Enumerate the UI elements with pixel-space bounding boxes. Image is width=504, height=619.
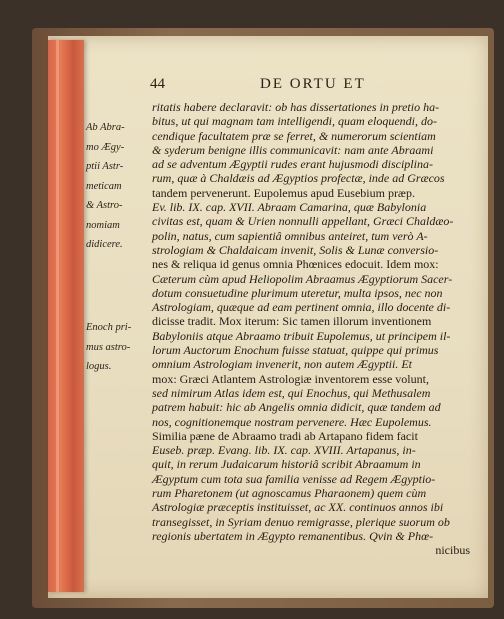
margin-line: nomiam (86, 219, 120, 231)
margin-line: logus. (86, 361, 112, 372)
text-line: strologiam & Chaldaicam invenit, Solis & Lunæ conversio- (152, 242, 439, 257)
text-line: dicisse tradit. Mox iterum: Sic tamen illorum inventionem (152, 314, 432, 329)
text-line: cendique facultatem præ se ferret, & numerorum scientiam (152, 128, 436, 143)
text-line: ritatis habere declaravit: ob has dissertationes in pretio ha- (152, 100, 440, 114)
red-page-edge (48, 40, 84, 592)
text-line: nes & reliqua id genus omnia Phœnices edocuit. Idem mox: (152, 257, 439, 272)
text-line: ad se adventum Ægyptii rudes erant hujusmodi disciplina- (152, 157, 433, 172)
margin-line: Ab Abra- (86, 122, 125, 133)
page-number: 44 (150, 76, 165, 92)
running-head: DE ORTU ET (260, 76, 366, 92)
margin-line: mo Ægy- (86, 141, 125, 153)
margin-line: Enoch pri- (86, 322, 132, 333)
text-line: Astrologiæ præceptis instituisset, ac XX. continuos annos ibi (152, 500, 444, 515)
text-line: quit, in rerum Judaicarum historiâ scribit Abraamum in (152, 457, 421, 472)
text-line: & syderum benigne illis communicavit: nam ante Abraami (152, 142, 434, 157)
text-line: transegisset, in Syriam denuo remigrasse, plerique suorum ob (152, 514, 450, 529)
text-line: patrem habuit: hic ab Angelis omnia didicit, quæ tandem ad (152, 400, 441, 415)
text-line: omnium Astrologiam invenerit, non autem Ægyptii. Et (152, 357, 412, 372)
text-line: rum, quæ à Chaldæis ad Ægyptios profectæ, inde ad Græcos (152, 171, 445, 186)
body-text (152, 100, 470, 558)
margin-line: meticam (86, 180, 122, 192)
text-line: Ægyptum cum tota sua familia venisse ad Regem Ægyptio- (152, 471, 436, 486)
margin-line: ptii Astr- (86, 161, 124, 172)
text-line: dotum consuetudine plurimum uteretur, multa ipsos, nec non (152, 285, 443, 300)
margin-line: & Astro- (86, 200, 123, 211)
text-line: tandem pervenerunt. Eupolemus apud Eusebium præp. (152, 185, 415, 200)
text-line: bitus, ut qui magnam tam intelligendi, quam eloquendi, do- (152, 114, 437, 129)
text-line: Ev. lib. IX. cap. XVII. Abraam Camarina, quæ Babylonia (152, 200, 427, 215)
text-line: Cæterum cùm apud Heliopolim Abraamus Ægyptiorum Sacer- (152, 271, 453, 286)
text-line: Astrologiam, quæque ad eam pertinent omnia, illo docente di- (152, 300, 451, 315)
margin-note-abraham (86, 118, 142, 255)
text-line: nos, cognitionemque nostram pervenere. Hæc Eupolemus. (152, 414, 432, 429)
text-line: civitas est, quam & Urien nonnulli appellant, Græci Chaldæo- (152, 214, 454, 229)
text-line: sed nimirum Atlas idem est, qui Enochus, qui Methusalem (152, 385, 431, 400)
margin-line: didicere. (86, 239, 123, 250)
text-line: polin, natus, cum sapientiâ omnibus anteiret, tum verò A- (152, 228, 428, 243)
text-line: Euseb. præp. Evang. lib. IX. cap. XVIII. Artapanus, in- (152, 443, 416, 458)
text-line: regionis ubertatem in Ægypto remanentibus. Qvin & Phœ- (152, 528, 434, 543)
text-line: Similia pæne de Abraamo tradi ab Artapano fidem facit (152, 428, 418, 443)
text-line: nicibus (435, 543, 470, 558)
text-line: Babyloniis atque Abraamo tribuit Eupolemus, ut principem il- (152, 328, 451, 343)
text-line: lorum Auctorum Enochum fuisse statuat, quippe qui primus (152, 343, 439, 358)
margin-note-enoch (86, 318, 142, 377)
margin-line: mus astro- (86, 341, 131, 353)
text-line: mox: Græci Atlantem Astrologiæ inventorem esse volunt, (152, 371, 429, 386)
page-header (140, 76, 460, 98)
text-line: rum Pharetonem (ut agnoscamus Pharaonem) quem cùm (152, 486, 427, 501)
